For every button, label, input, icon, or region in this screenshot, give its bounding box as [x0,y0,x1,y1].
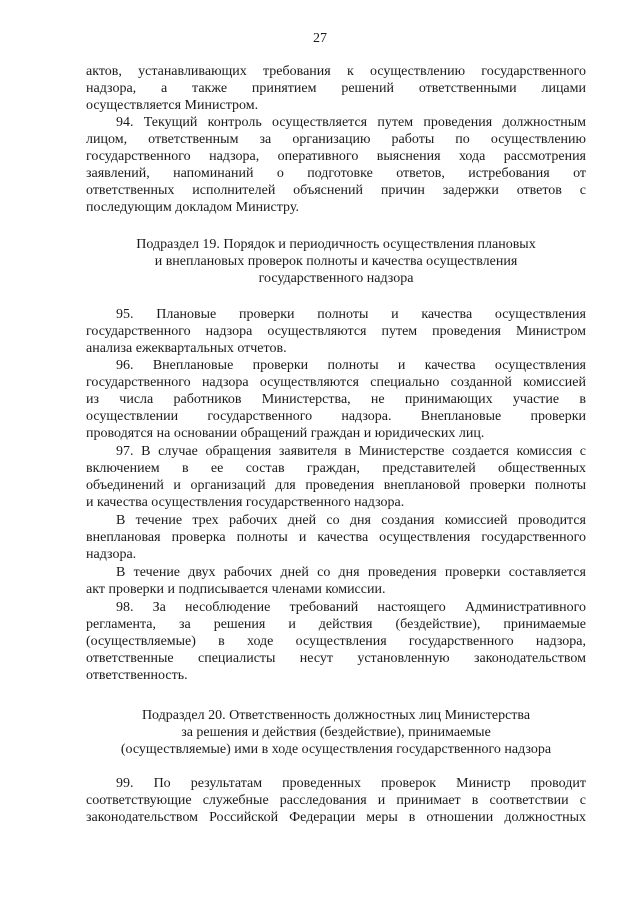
text-line: 98. За несоблюдение требований настоящего Административного [116,600,586,615]
heading-line: Подраздел 20. Ответственность должностных лиц Министерства [141,708,531,723]
text-line: государственного надзора, оперативного выяснения хода рассмотрения [86,149,586,164]
section-heading-19 [86,236,586,287]
heading-line: (осуществляемые) ими в ходе осуществления государственного надзора [120,742,552,757]
text-line: и качества осуществления государственного надзора. [86,495,405,510]
paragraph-97-part-3 [86,564,586,598]
text-line: надзора. [86,547,137,562]
paragraph-continuation [86,63,586,114]
text-line: включением в ее состав граждан, представителей общественных [86,461,586,476]
paragraph-97 [86,443,586,511]
paragraph-94 [86,114,586,216]
text-line: государственного надзора осуществляются специально созданной комиссией [86,375,586,390]
text-line: лицом, ответственным за организацию работы по осуществлению [86,132,586,147]
text-line: объединений и организаций для проведения внеплановой проверки полноты [86,478,586,493]
text-line: из числа работников Министерства, не принимающих участие в [86,392,586,407]
heading-line: Подраздел 19. Порядок и периодичность осуществления плановых [136,237,536,252]
text-line: проводятся на основании обращений граждан и юридических лиц. [86,426,485,441]
page-number: 27 [313,31,327,46]
text-line: 96. Внеплановые проверки полноты и качества осуществления [116,358,586,373]
text-line: осуществлении государственного надзора. Внеплановые проверки [86,409,586,424]
paragraph-95 [86,306,586,357]
text-line: акт проверки и подписывается членами комиссии. [86,582,386,597]
text-line: ответственных исполнителей объяснений причин задержки ответов с [86,183,586,198]
paragraph-98 [86,599,586,684]
text-line: В течение двух рабочих дней со дня проведения проверки составляется [116,565,586,580]
heading-line: государственного надзора [258,271,414,286]
section-heading-20 [86,707,586,758]
text-line: государственного надзора осуществляются путем проведения Министром [86,324,586,339]
text-line: последующим докладом Министру. [86,200,299,215]
paragraph-96 [86,357,586,442]
text-line: 95. Плановые проверки полноты и качества осуществления [116,307,586,322]
text-line: заявлений, напоминаний о подготовке ответов, истребования от [86,166,586,181]
text-line: соответствующие служебные расследования и принимает в соответствии с [86,793,586,808]
text-line: актов, устанавливающих требования к осуществлению государственного [86,64,586,79]
text-line: 97. В случае обращения заявителя в Министерстве создается комиссия с [116,444,586,459]
text-line: регламента, за решения и действия (бездействие), принимаемые [86,617,586,632]
text-line: надзора, а также принятием решений ответственными лицами [86,81,586,96]
text-line: ответственные специалисты несут установленную законодательством [86,651,586,666]
text-line: внеплановая проверка полноты и качества осуществления государственного [86,530,586,545]
text-line: 94. Текущий контроль осуществляется путем проведения должностным [116,115,586,130]
text-line: осуществляется Министром. [86,98,259,113]
text-line: законодательством Российской Федерации меры в отношении должностных [86,810,586,825]
heading-line: и внеплановых проверок полноты и качества осуществления [154,254,518,269]
text-line: 99. По результатам проведенных проверок Министр проводит [116,776,586,791]
text-line: (осуществляемые) в ходе осуществления государственного надзора, [86,634,586,649]
text-line: В течение трех рабочих дней со дня создания комиссией проводится [116,513,586,528]
heading-line: за решения и действия (бездействие), принимаемые [181,725,491,740]
text-line: ответственность. [86,668,188,683]
paragraph-97-part-2 [86,512,586,563]
text-line: анализа ежеквартальных отчетов. [86,341,287,356]
paragraph-99 [86,775,586,826]
